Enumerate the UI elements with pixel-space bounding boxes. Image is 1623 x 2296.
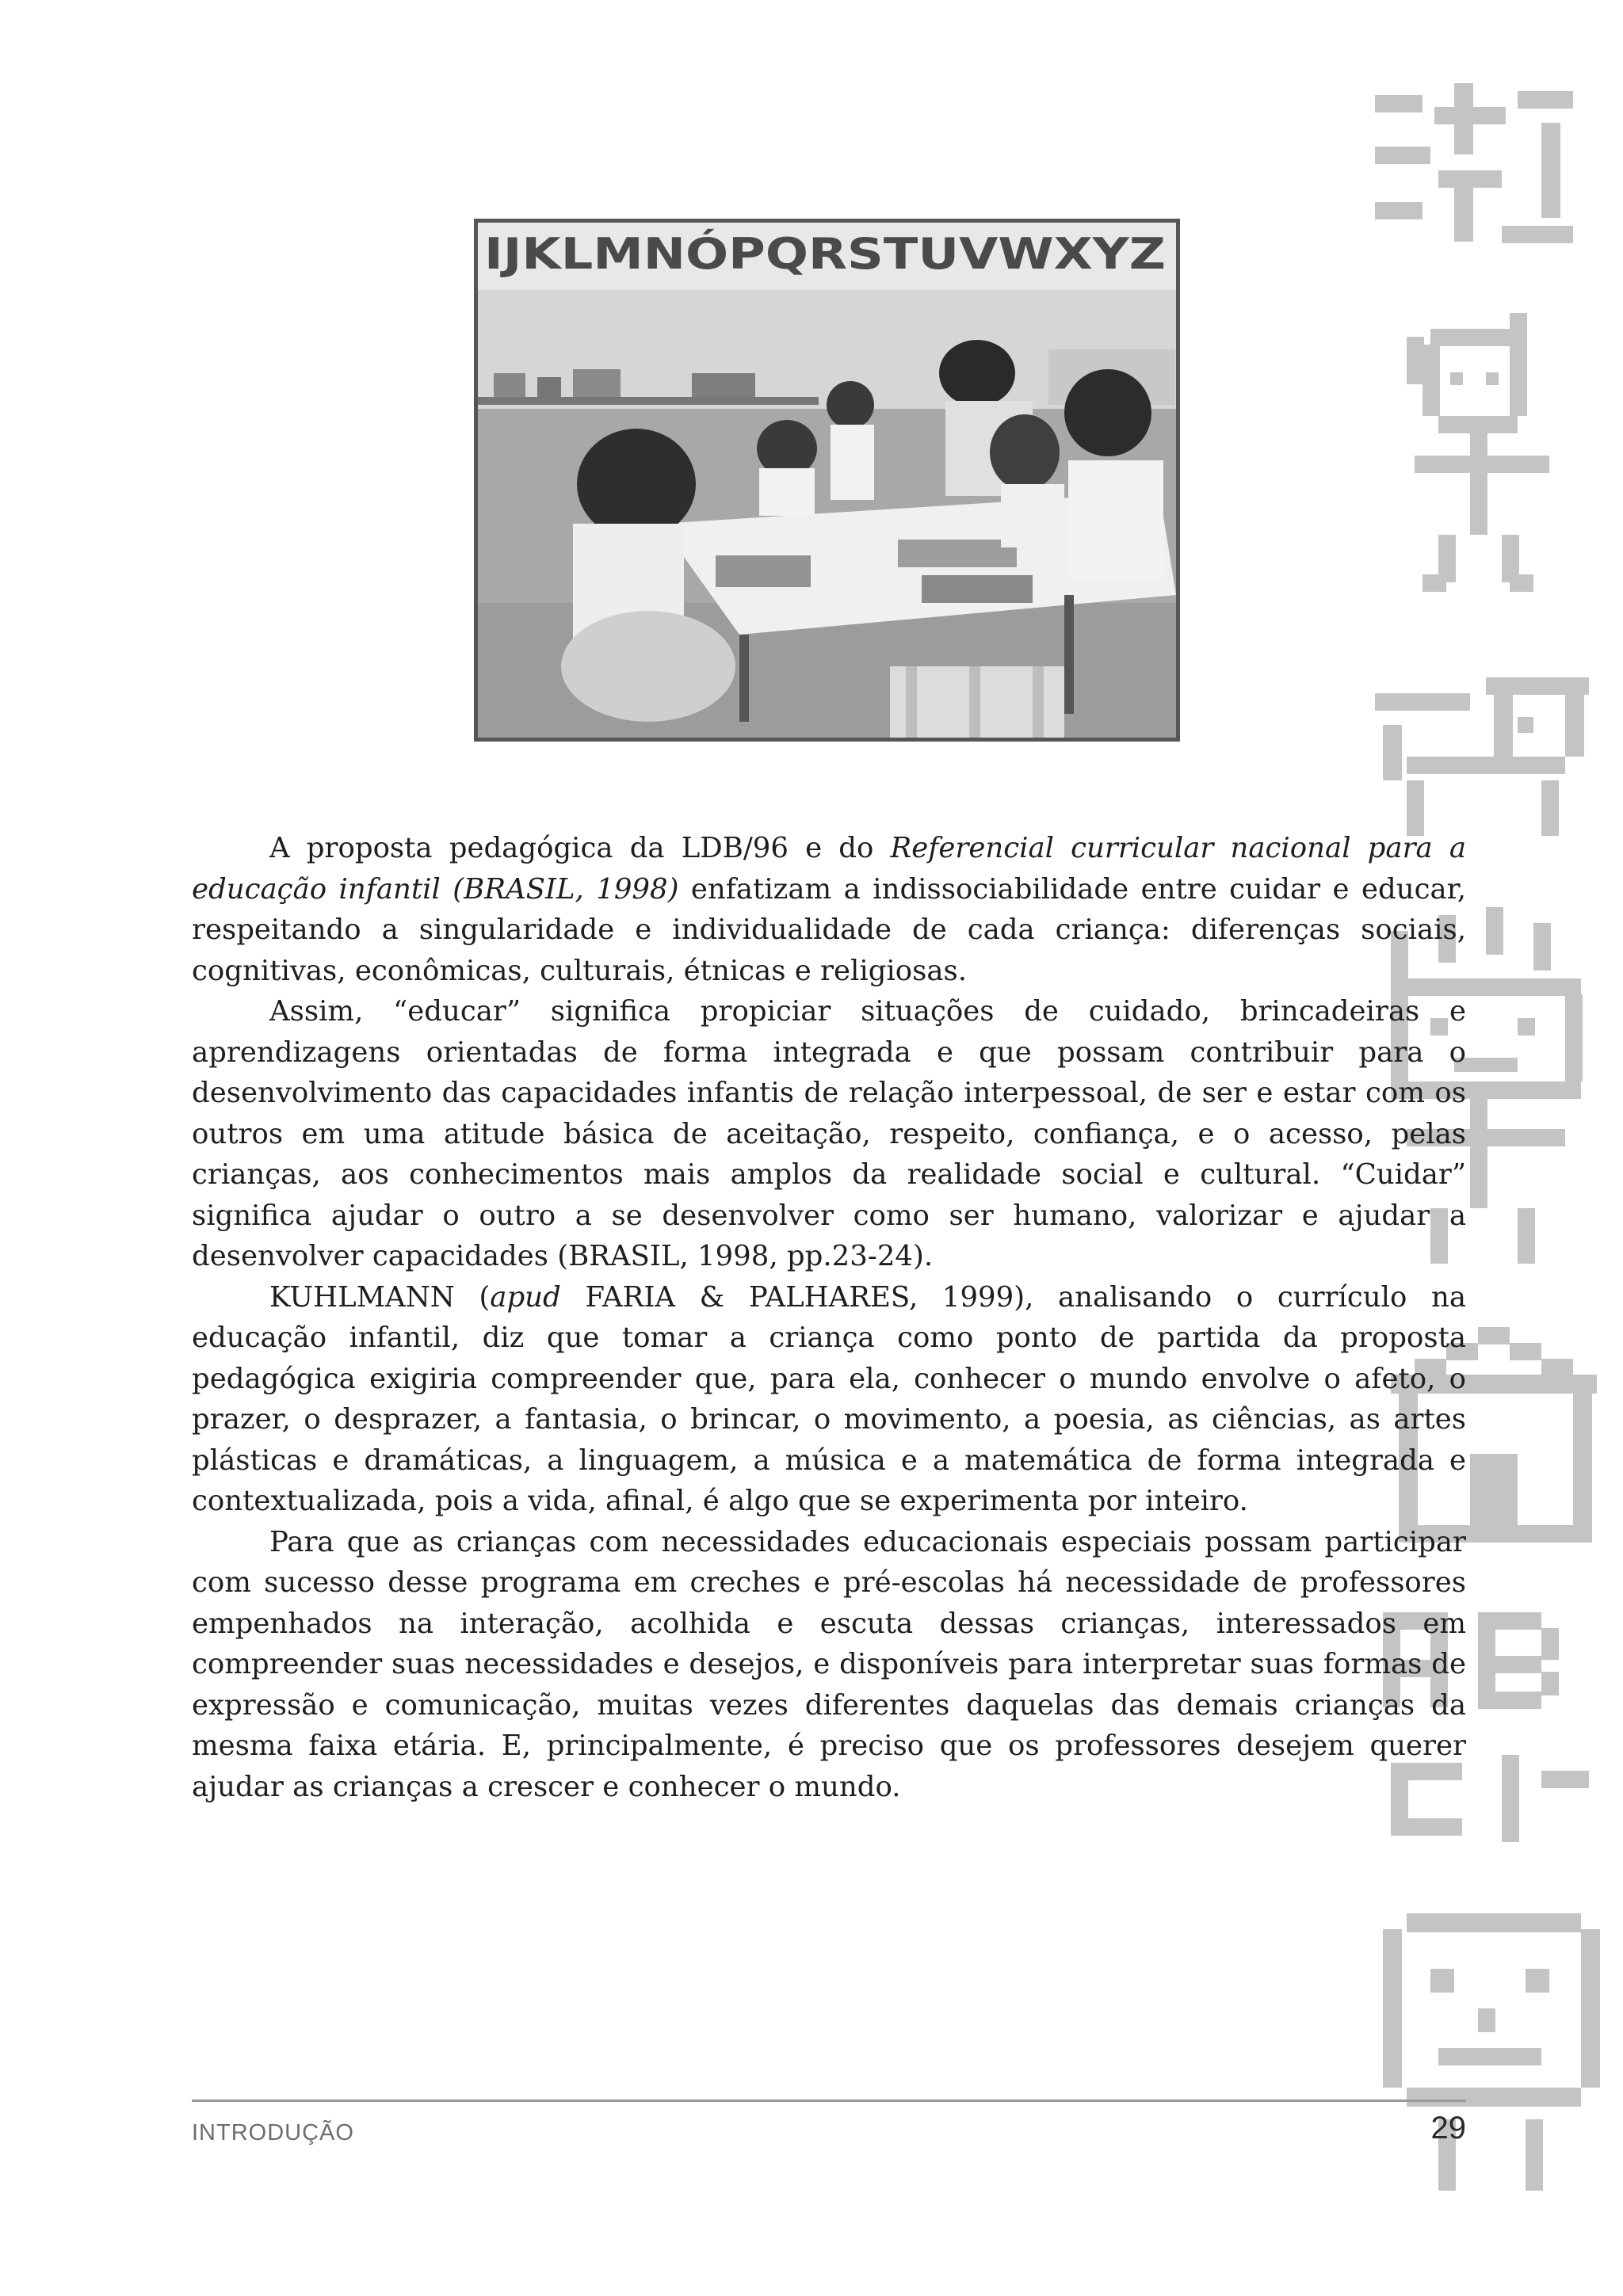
pixel-girl-figure-icon bbox=[1407, 313, 1549, 592]
footer-divider bbox=[192, 2100, 1466, 2102]
pixel-face-icon bbox=[1383, 1913, 1600, 2191]
pixel-animal-icon bbox=[1375, 677, 1589, 836]
paragraph-1: A proposta pedagógica da LDB/96 e do Referencial curricular nacional para a educação infantil (BRASIL, 1998) enfatizam a indissociabilidade entre cuidar e educar, respeitando a singularidade e individualidade de cada criança: diferenças sociais, cognitivas, econômicas, culturais, étnicas e religiosas. bbox=[192, 832, 1466, 987]
alphabet-banner: IJKLMNÓPQRSTUVWXYZ bbox=[484, 229, 1166, 279]
paragraph-4: Para que as crianças com necessidades educacionais especiais possam participar com sucesso desse programa em creches e pré-escolas há necessidade de professores empenhados na interação, acolhida e escuta dessas crianças, interessados em compreender suas necessidades e desejos, e disponíveis para interpretar suas formas de expressão e comunicação, muitas vezes diferentes daquelas das demais crianças da mesma faixa etária. E, principalmente, é preciso que os professores desejem querer ajudar as crianças a crescer e conhecer o mundo. bbox=[192, 1525, 1466, 1803]
paragraph-2: Assim, “educar” significa propiciar situações de cuidado, brincadeiras e aprendizagens orientadas de forma integrada e que possam contribuir para o desenvolvimento das capacidades infantis de relação interpessoal, de ser e estar com os outros em uma atitude básica de aceitação, respeito, confiança, e o acesso, pelas crianças, aos conhecimentos mais amplos da realidade social e cultural. “Cuidar” significa ajudar o outro a se desenvolver como ser humano, valorizar e ajudar a desenvolver capacidades (BRASIL, 1998, pp.23-24). bbox=[192, 995, 1466, 1272]
page-number: 29 bbox=[1430, 2111, 1466, 2145]
footer-section-label: INTRODUÇÃO bbox=[192, 2120, 354, 2145]
classroom-photo bbox=[474, 219, 1180, 742]
pixel-glyph-icon bbox=[1375, 83, 1573, 243]
paragraph-3: KUHLMANN (apud FARIA & PALHARES, 1999), analisando o currículo na educação infantil, diz que tomar a criança como ponto de partida da proposta pedagógica exigiria compreender que, para ela, conhecer o mundo envolve o afeto, o prazer, o desprazer, a fantasia, o brincar, o movimento, a poesia, as ciências, as artes plásticas e dramáticas, a linguagem, a música e a matemática de forma integrada e contextualizada, pois a vida, afinal, é algo que se experimenta por inteiro. bbox=[192, 1280, 1467, 1517]
body-text bbox=[192, 828, 1466, 1807]
